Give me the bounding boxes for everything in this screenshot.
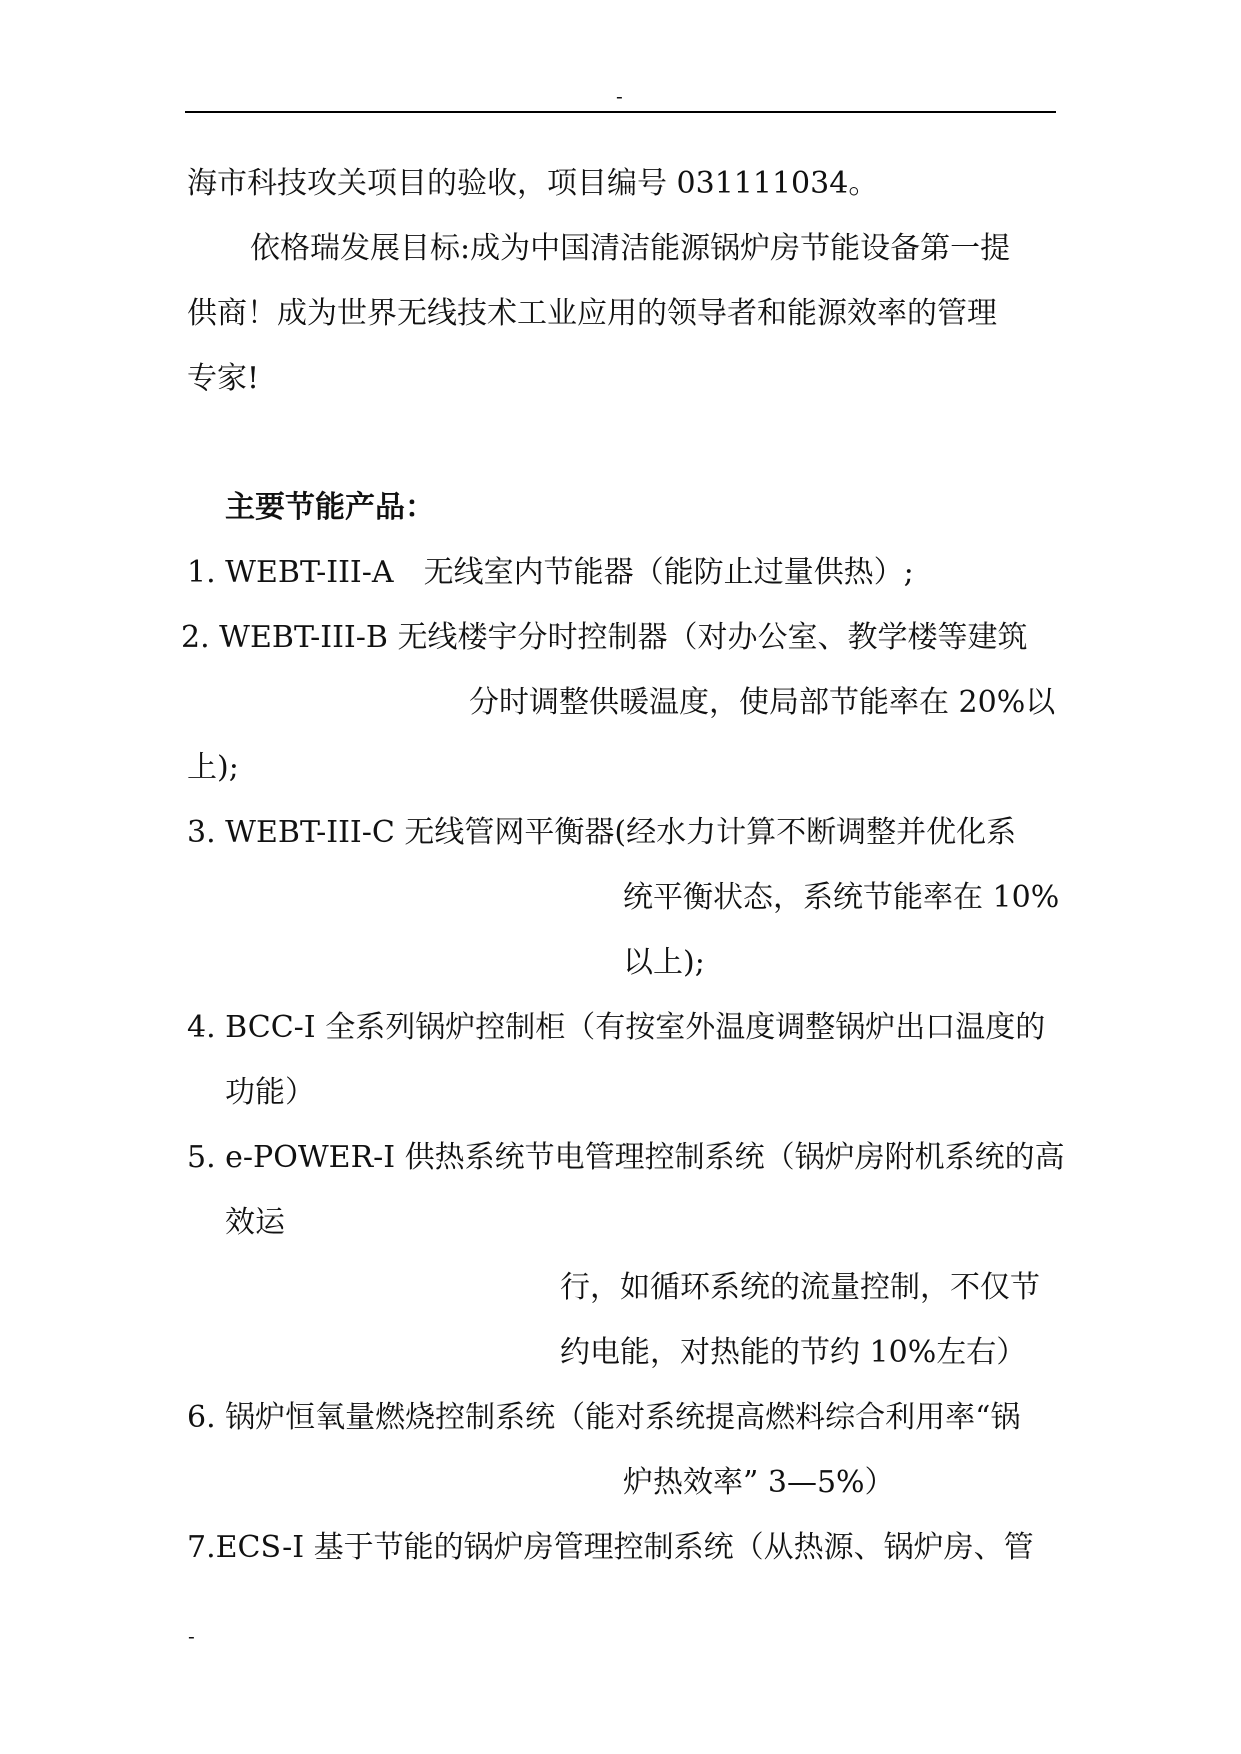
product-1: 1. WEBT-III-A 无线室内节能器（能防止过量供热）; xyxy=(187,555,914,590)
intro-line-4: 专家! xyxy=(187,361,260,396)
product-4-line-2: 功能） xyxy=(225,1075,315,1110)
product-2-line-2: 分时调整供暖温度，使局部节能率在 20%以 xyxy=(469,685,1056,720)
footer-mark: - xyxy=(188,1624,195,1648)
intro-line-1: 海市科技攻关项目的验收，项目编号 031111034。 xyxy=(187,166,879,201)
section-title: 主要节能产品： xyxy=(225,490,435,525)
intro-line-3: 供商！成为世界无线技术工业应用的领导者和能源效率的管理 xyxy=(187,296,997,331)
product-2-line-1: 2. WEBT-III-B 无线楼宇分时控制器（对办公室、教学楼等建筑 xyxy=(181,620,1028,655)
product-5-line-2: 效运 xyxy=(225,1205,285,1240)
product-6-line-1: 6. 锅炉恒氧量燃烧控制系统（能对系统提高燃料综合利用率“锅 xyxy=(187,1400,1021,1435)
product-3-line-1: 3. WEBT-III-C 无线管网平衡器(经水力计算不断调整并优化系 xyxy=(187,815,1017,850)
product-5-line-4: 约电能，对热能的节约 10%左右） xyxy=(560,1335,1027,1370)
product-5-line-3: 行，如循环系统的流量控制，不仅节 xyxy=(560,1270,1040,1305)
product-3-line-2: 统平衡状态，系统节能率在 10% xyxy=(623,880,1060,915)
product-7-line-1: 7.ECS-I 基于节能的锅炉房管理控制系统（从热源、锅炉房、管 xyxy=(187,1530,1034,1565)
product-4-line-1: 4. BCC-I 全系列锅炉控制柜（有按室外温度调整锅炉出口温度的 xyxy=(187,1010,1046,1045)
intro-line-2: 依格瑞发展目标:成为中国清洁能源锅炉房节能设备第一提 xyxy=(250,231,1011,266)
product-6-line-2: 炉热效率” 3—5%） xyxy=(623,1465,895,1500)
header-mark: - xyxy=(616,84,623,108)
header-rule xyxy=(185,111,1056,113)
product-5-line-1: 5. e-POWER-I 供热系统节电管理控制系统（锅炉房附机系统的高 xyxy=(187,1140,1065,1175)
product-2-line-3: 上); xyxy=(187,750,239,785)
product-3-line-3: 以上); xyxy=(623,945,705,980)
